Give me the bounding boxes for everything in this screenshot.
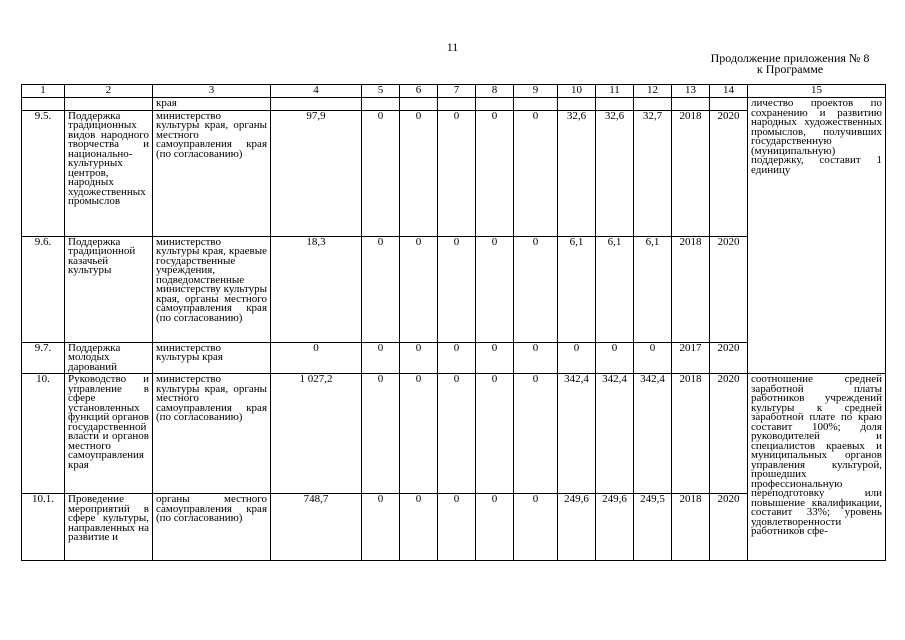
col-header-7: 7 [438,85,476,98]
cell-col6: 0 [400,110,438,236]
cell-col9: 0 [514,110,558,236]
program-table [21,84,886,561]
col-header-6: 6 [400,85,438,98]
result-indicator-cell: соотношение средней заработной платы работников учреждений культуры к средней заработной плате по краю составит 100%; доля руководителей и специалистов краевых и муниципальных органов управления культурой, прошедших профессиональную переподготовку или повышение квалификации, составит 33%; уровень удовлетворенности работников сфе- [748,374,886,561]
cell-col8: 0 [476,236,514,342]
appendix-line-2: к Программе [756,62,824,76]
cell-col9: 0 [514,374,558,494]
cell-col11: 249,6 [596,494,634,561]
cell-col10: 32,6 [558,110,596,236]
col-header-8: 8 [476,85,514,98]
cell-col7: 0 [438,374,476,494]
cell-col12: 249,5 [634,494,672,561]
col-header-13: 13 [672,85,710,98]
cell-col14: 2020 [710,236,748,342]
row-executor: министерство культуры края, органы местного самоуправления края (по согласованию) [153,374,271,494]
table-cell [400,98,438,111]
table-cell [65,98,153,111]
col-header-11: 11 [596,85,634,98]
cell-col6: 0 [400,236,438,342]
cell-col14: 2020 [710,374,748,494]
table-cell [558,98,596,111]
cell-col13: 2018 [672,374,710,494]
row-name: Поддержка традиционной казачьей культуры [65,236,153,342]
row-name: Поддержка молодых дарований [65,342,153,374]
cell-col6: 0 [400,374,438,494]
cell-col13: 2018 [672,494,710,561]
table-cell [672,98,710,111]
cell-col12: 0 [634,342,672,374]
cell-col14: 2020 [710,342,748,374]
cell-col14: 2020 [710,110,748,236]
table-cell [710,98,748,111]
col-header-4: 4 [271,85,362,98]
row-id: 10.1. [22,494,65,561]
cell-col14: 2020 [710,494,748,561]
cell-col13: 2018 [672,236,710,342]
table-cell [362,98,400,111]
row-id: 9.7. [22,342,65,374]
row-executor: министерство культуры края, краевые государственные учреждения, подведомственные министерству культуры края, органы местного самоуправления края (по согласованию) [153,236,271,342]
table-cell [596,98,634,111]
cell-col13: 2017 [672,342,710,374]
cell-col4: 97,9 [271,110,362,236]
table-row [22,374,886,494]
cell-col7: 0 [438,494,476,561]
cell-col12: 342,4 [634,374,672,494]
cell-col9: 0 [514,494,558,561]
col-header-15: 15 [748,85,886,98]
row-name: Проведение мероприятий в сфере культуры, направленных на развитие и [65,494,153,561]
row-name: Поддержка традиционных видов народного творчества и национально-культурных центров, народных художественных промыслов [65,110,153,236]
page-number: 11 [446,40,459,54]
col-header-1: 1 [22,85,65,98]
cell-col13: 2018 [672,110,710,236]
cell-col10: 6,1 [558,236,596,342]
cell-col8: 0 [476,110,514,236]
table-row-continuation [22,98,886,111]
table-cell-executor: края [153,98,271,111]
row-id: 10. [22,374,65,494]
row-name: Руководство и управление в сфере установленных функций органов государственной власти и органов местного самоуправления края [65,374,153,494]
row-id: 9.6. [22,236,65,342]
cell-col5: 0 [362,110,400,236]
table-cell [634,98,672,111]
cell-col10: 249,6 [558,494,596,561]
col-header-10: 10 [558,85,596,98]
cell-col12: 32,7 [634,110,672,236]
cell-col5: 0 [362,374,400,494]
col-header-5: 5 [362,85,400,98]
col-header-2: 2 [65,85,153,98]
cell-col7: 0 [438,342,476,374]
cell-col8: 0 [476,374,514,494]
cell-col6: 0 [400,342,438,374]
cell-col4: 1 027,2 [271,374,362,494]
cell-col12: 6,1 [634,236,672,342]
col-header-14: 14 [710,85,748,98]
cell-col11: 0 [596,342,634,374]
row-executor: органы местного самоуправления края (по согласованию) [153,494,271,561]
cell-col8: 0 [476,494,514,561]
cell-col10: 0 [558,342,596,374]
cell-col7: 0 [438,110,476,236]
cell-col11: 342,4 [596,374,634,494]
cell-col10: 342,4 [558,374,596,494]
cell-col8: 0 [476,342,514,374]
col-header-3: 3 [153,85,271,98]
row-executor: министерство культуры края, органы местного самоуправления края (по согласованию) [153,110,271,236]
cell-col7: 0 [438,236,476,342]
table-cell [271,98,362,111]
cell-col4: 18,3 [271,236,362,342]
table-cell [514,98,558,111]
col-header-12: 12 [634,85,672,98]
cell-col6: 0 [400,494,438,561]
row-executor: министерство культуры края [153,342,271,374]
cell-col9: 0 [514,236,558,342]
cell-col5: 0 [362,236,400,342]
cell-col5: 0 [362,494,400,561]
row-id: 9.5. [22,110,65,236]
appendix-header-note [690,53,890,75]
cell-col4: 0 [271,342,362,374]
table-cell [22,98,65,111]
result-indicator-cell: личество проектов по сохранению и развитию народных художественных промыслов, получивших государственную (муниципальную) поддержку, составит 1 единицу [748,98,886,374]
cell-col11: 6,1 [596,236,634,342]
table-cell [438,98,476,111]
cell-col9: 0 [514,342,558,374]
table-cell [476,98,514,111]
cell-col11: 32,6 [596,110,634,236]
appendix-line-1: Продолжение приложения № 8 [710,51,870,65]
column-number-row [22,85,886,98]
cell-col5: 0 [362,342,400,374]
col-header-9: 9 [514,85,558,98]
cell-col4: 748,7 [271,494,362,561]
